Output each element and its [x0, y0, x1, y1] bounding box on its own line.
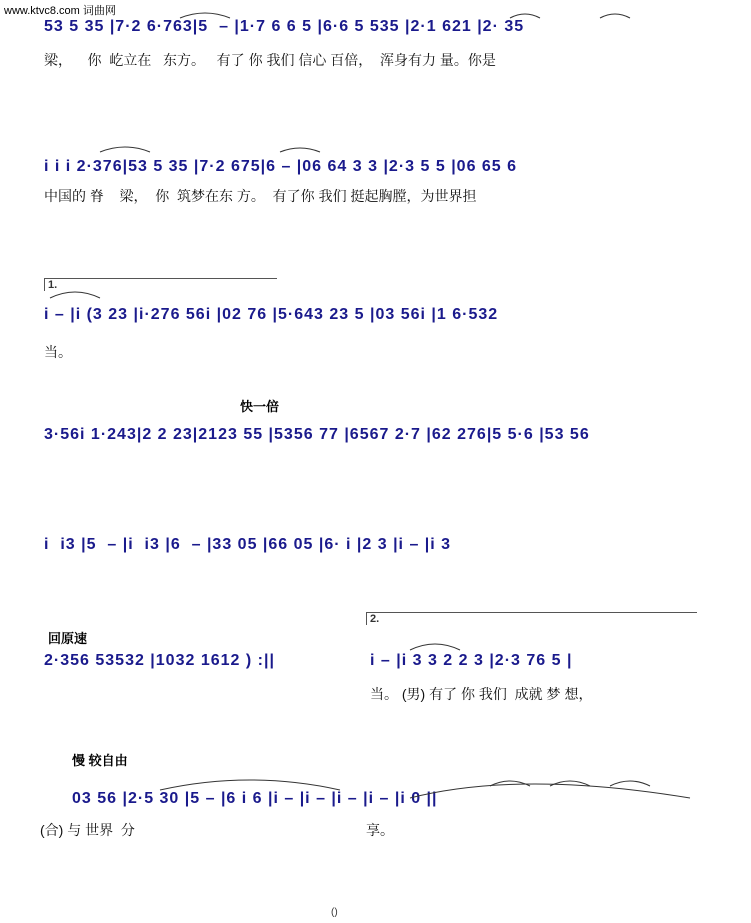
notation-line: i i3 |5 – |i i3 |6 – |33 05 |66 05 |6· i |2 3 |i – |i 3 [44, 536, 452, 553]
notation-line: i i i 2·376|53 5 35 |7·2 675|6 – |06 64 3 3 |2·3 5 5 |06 65 6 [44, 158, 518, 175]
lyrics-line: 梁， 你 屹立在 东方。 有了 你 我们 信心 百倍， 浑身有力 量。你是 [44, 52, 496, 68]
lyrics-line-right: 享。 [366, 822, 394, 838]
volta-number: 2. [370, 613, 380, 625]
lyrics-line: 中国的 脊 梁， 你 筑梦在东 方。 有了你 我们 挺起胸膛，为世界担 [44, 188, 477, 204]
lyrics-line: 当。 [44, 344, 72, 360]
notation-line: 3·56i 1·243|2 2 23|2123 55 |5356 77 |6567 2·7 |62 276|5 5·6 |53 56 [44, 426, 590, 443]
second-ending-bracket [366, 612, 697, 625]
tempo-marking: 快一倍 [240, 399, 280, 414]
lyrics-line-left: (合) 与 世界 分 [40, 822, 135, 838]
page-footer: () [331, 907, 338, 918]
lyrics-line: 当。 (男) 有了 你 我们 成就 梦 想， [370, 686, 593, 702]
tempo-marking: 回原速 [48, 631, 88, 646]
notation-line: 03 56 |2·5 30 |5 – |6 i 6 |i – |i – |i – |i – |i 0 || [72, 790, 438, 807]
notation-line-left: 2·356 53532 |1032 1612 ) :|| [44, 652, 275, 669]
volta-number: 1. [48, 279, 58, 291]
site-watermark: www.ktvc8.com 词曲网 [4, 5, 116, 17]
notation-line-right: i – |i 3 3 2 2 3 |2·3 76 5 | [370, 652, 573, 669]
tempo-marking: 慢 较自由 [72, 753, 128, 768]
first-ending-bracket [44, 278, 277, 291]
notation-line: 53 5 35 |7·2 6·763|5 – |1·7 6 6 5 |6·6 5 535 |2·1 621 |2· 35 [44, 18, 525, 35]
notation-line: i – |i (3 23 |i·276 56i |02 76 |5·643 23 5 |03 56i |1 6·532 [44, 306, 499, 323]
